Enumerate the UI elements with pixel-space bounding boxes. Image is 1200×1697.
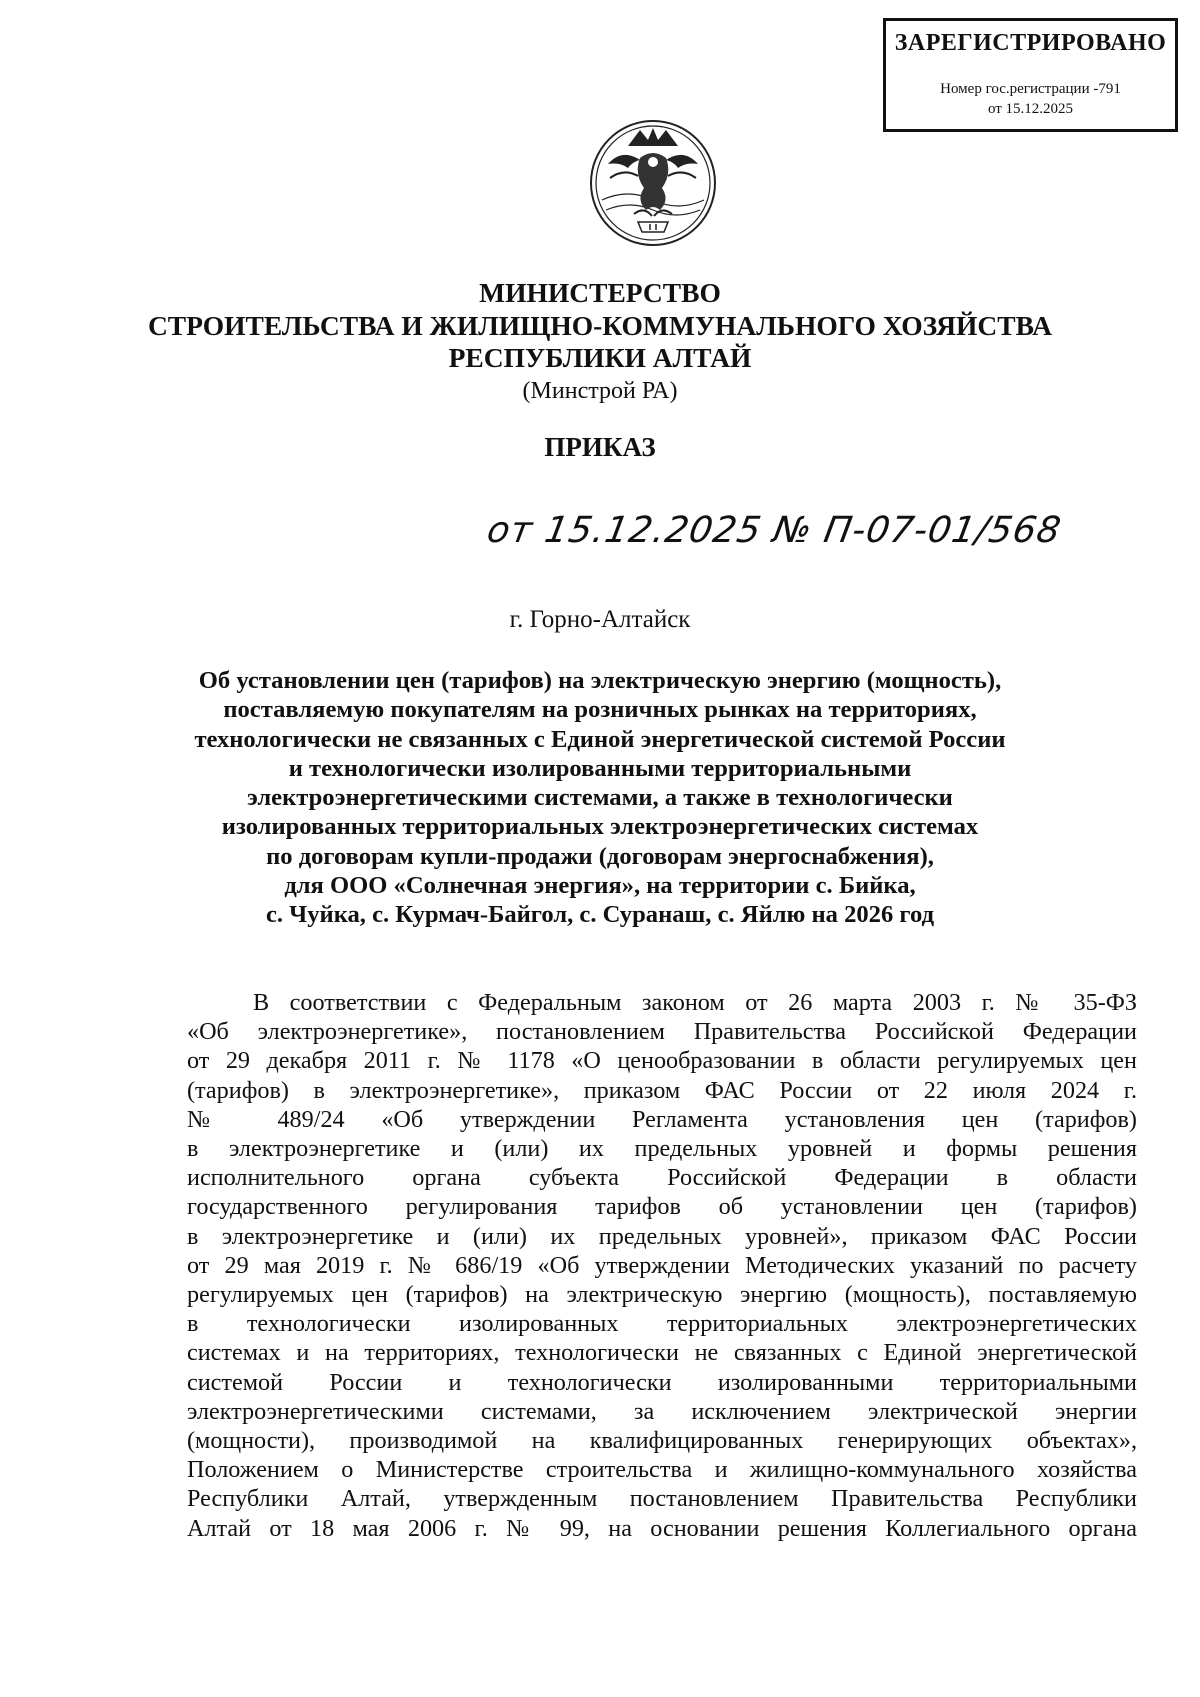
body-line: от 29 декабря 2011 г. № 1178 «О ценообразовании в области регулируемых цен	[187, 1047, 1137, 1075]
body-line: в технологически изолированных территориальных электроэнергетических	[187, 1310, 1137, 1338]
body-line: исполнительного органа субъекта Российской Федерации в области	[187, 1164, 1137, 1192]
body-line: «Об электроэнергетике», постановлением Правительства Российской Федерации	[187, 1018, 1137, 1046]
body-line: регулируемых цен (тарифов) на электрическую энергию (мощность), поставляемую	[187, 1281, 1137, 1309]
ministry-line: РЕСПУБЛИКИ АЛТАЙ	[448, 342, 752, 373]
body-line: в электроэнергетике и (или) их предельных уровней и формы решения	[187, 1135, 1137, 1163]
body-line: от 29 мая 2019 г. № 686/19 «Об утверждении Методических указаний по расчету	[187, 1251, 1137, 1279]
subject-line: изолированных территориальных электроэнергетических системах	[221, 813, 979, 841]
body-line: государственного регулирования тарифов об установлении цен (тарифов)	[187, 1193, 1137, 1221]
stamp-reg-date: от 15.12.2025	[987, 101, 1074, 117]
body-line: № 489/24 «Об утверждении Регламента установления цен (тарифов)	[187, 1105, 1137, 1133]
subject-line: для ООО «Солнечная энергия», на территории с. Бийка,	[284, 872, 916, 900]
body-paragraph	[187, 988, 1137, 1543]
subject-line: технологически не связанных с Единой энергетической системой России	[194, 725, 1006, 753]
order-title: ПРИКАЗ	[544, 432, 656, 462]
ministry-heading	[0, 277, 1200, 407]
coat-of-arms-emblem-icon	[588, 118, 718, 248]
body-line: в электроэнергетике и (или) их предельных уровней», приказом ФАС России	[187, 1222, 1137, 1250]
city: г. Горно-Алтайск	[509, 606, 691, 633]
subject-line: Об установлении цен (тарифов) на электрическую энергию (мощность),	[198, 667, 1002, 694]
body-line: Алтай от 18 мая 2006 г. № 99, на основании решения Коллегиального органа	[187, 1514, 1137, 1542]
ministry-line: СТРОИТЕЛЬСТВА И ЖИЛИЩНО-КОММУНАЛЬНОГО ХОЗЯЙСТВА	[147, 309, 1053, 341]
body-line: Положением о Министерстве строительства и жилищно-коммунального хозяйства	[187, 1456, 1137, 1484]
stamp-title: ЗАРЕГИСТРИРОВАНО	[894, 30, 1167, 56]
registration-stamp	[883, 18, 1178, 132]
subject-line: с. Чуйка, с. Курмач-Байгол, с. Суранаш, с. Яйлю на 2026 год	[265, 901, 935, 929]
handwritten-date-number	[484, 506, 1065, 560]
body-line: (мощности), производимой на квалифицированных генерирующих объектах»,	[187, 1427, 1137, 1455]
subject-line: электроэнергетическими системами, а также в технологически	[247, 784, 953, 812]
subject-line: поставляемую покупателям на розничных рынках на территориях,	[223, 696, 977, 724]
body-line: Республики Алтай, утвержденным постановлением Правительства Республики	[187, 1485, 1137, 1513]
ministry-abbreviation: (Минстрой РА)	[522, 377, 678, 404]
body-line: системой России и технологически изолированными территориальными	[187, 1368, 1137, 1396]
subject-line: и технологически изолированными территориальными	[288, 754, 912, 782]
body-line: системах и на территориях, технологически не связанных с Единой энергетической	[187, 1339, 1137, 1367]
body-line: (тарифов) в электроэнергетике», приказом ФАС России от 22 июля 2024 г.	[187, 1076, 1137, 1104]
body-line: электроэнергетическими системами, за исключением электрической энергии	[187, 1397, 1137, 1425]
handwritten-text: от 15.12.2025 № П-07-01/568	[484, 508, 1065, 551]
order-subject	[0, 666, 1200, 930]
ministry-line: МИНИСТЕРСТВО	[479, 277, 721, 308]
body-line: В соответствии с Федеральным законом от 26 марта 2003 г. № 35-ФЗ	[253, 989, 1137, 1016]
stamp-reg-number: Номер гос.регистрации -791	[940, 81, 1121, 97]
subject-line: по договорам купли-продажи (договорам энергоснабжения),	[266, 842, 934, 870]
